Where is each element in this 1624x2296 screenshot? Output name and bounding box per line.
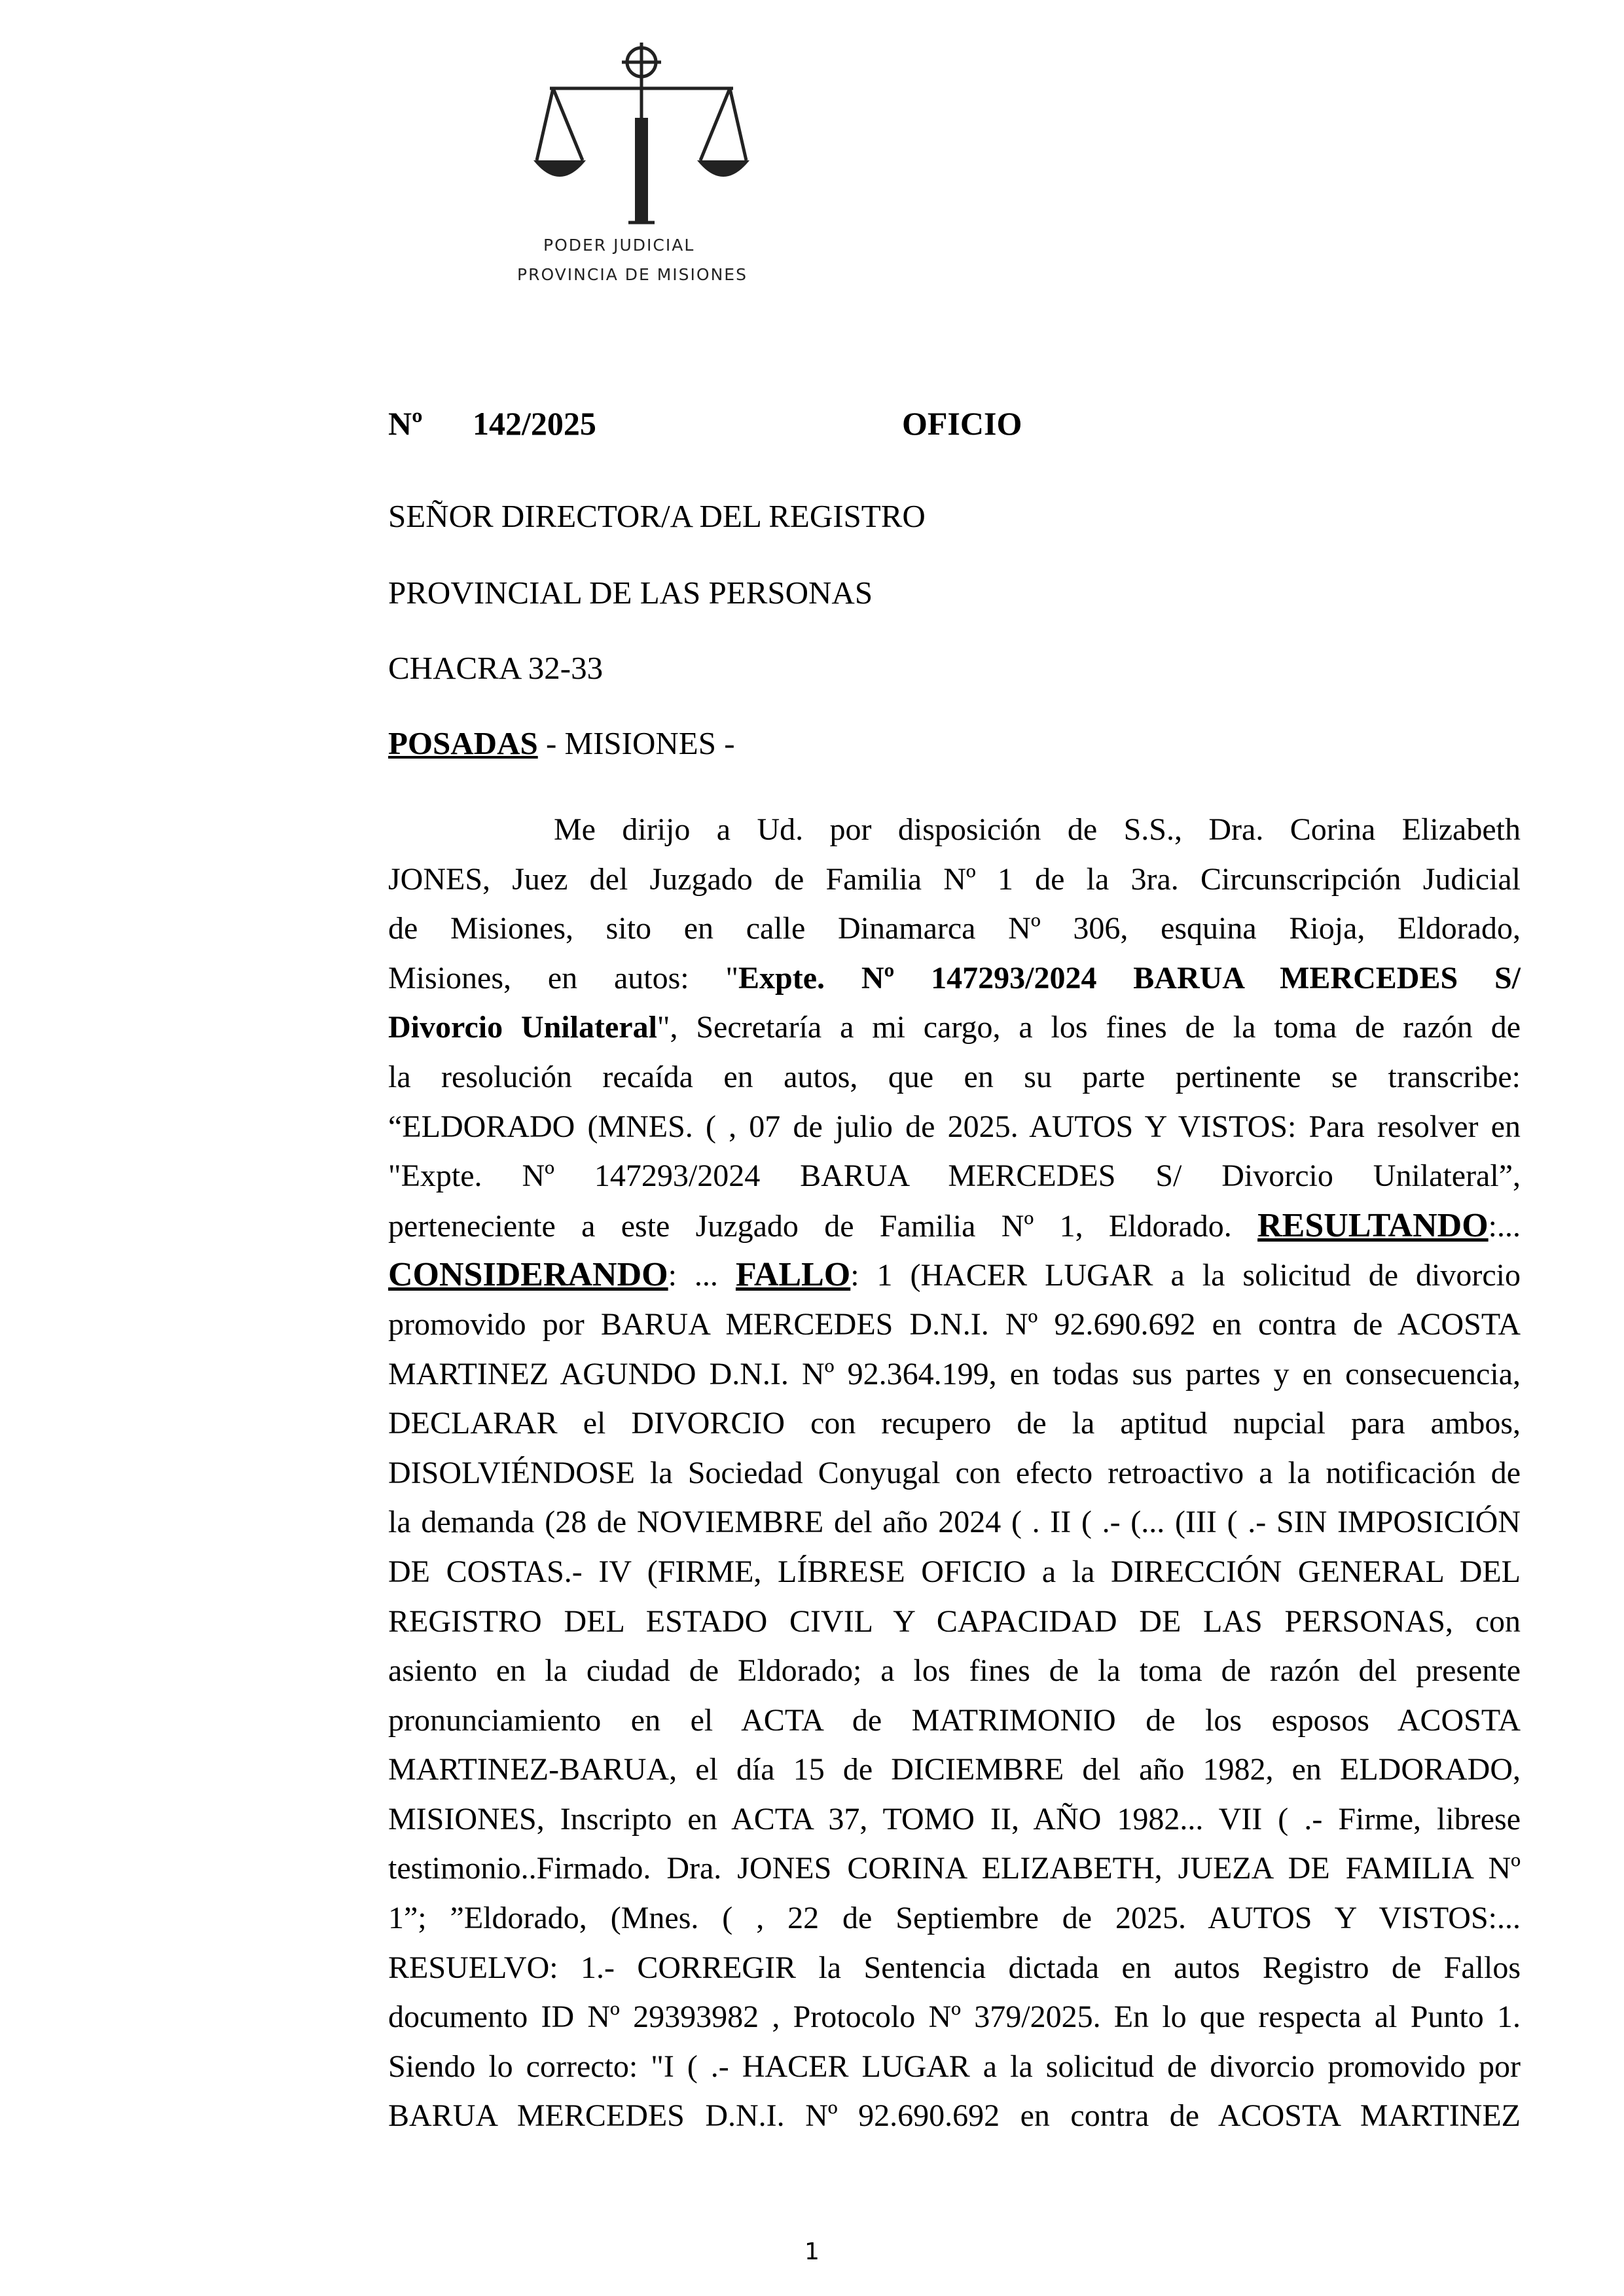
page-number: 1 xyxy=(804,2238,820,2265)
body-text: la demanda (28 de NOVIEMBRE del año 2024 ( . II ( .- (... (III ( .- SIN IMPOSICIÓN xyxy=(388,1505,1521,1540)
body-line xyxy=(388,1943,1521,1993)
body-text: asiento en la ciudad de Eldorado; a los fines de la toma de razón del presente xyxy=(388,1653,1521,1689)
body-line xyxy=(388,1448,1521,1498)
body-text: pronunciamiento en el ACTA de MATRIMONIO de los esposos ACOSTA xyxy=(388,1702,1521,1738)
body-line xyxy=(388,1547,1521,1597)
body-text: MISIONES, Inscripto en ACTA 37, TOMO II, AÑO 1982... VII ( .- Firme, librese xyxy=(388,1801,1521,1837)
body-text: BARUA MERCEDES D.N.I. Nº 92.690.692 en contra de ACOSTA MARTINEZ xyxy=(388,2098,1521,2134)
document-type: OFICIO xyxy=(902,405,1022,442)
addressee-province: - MISIONES - xyxy=(537,725,735,761)
body-text: MARTINEZ-BARUA, el día 15 de DICIEMBRE del año 1982, en ELDORADO, xyxy=(388,1752,1521,1787)
body-text: perteneciente a este Juzgado de Familia Nº 1, Eldorado. xyxy=(388,1208,1258,1244)
body-text: MARTINEZ AGUNDO D.N.I. Nº 92.364.199, en todas sus partes y en consecuencia, xyxy=(388,1356,1521,1391)
body-line xyxy=(388,1992,1521,2042)
body-line xyxy=(388,1597,1521,1647)
emphasized-text: Divorcio Unilateral xyxy=(388,1010,657,1045)
body-text: ", Secretaría a mi cargo, a los fines de la toma de razón de xyxy=(657,1010,1521,1045)
body-text: testimonio..Firmado. Dra. JONES CORINA ELIZABETH, JUEZA DE FAMILIA Nº xyxy=(388,1851,1521,1886)
body-line xyxy=(388,1498,1521,1547)
letterhead-line1: PODER JUDICIAL xyxy=(543,236,695,255)
body-line xyxy=(388,1696,1521,1746)
number-label: Nº xyxy=(388,405,423,442)
addressee-line3: CHACRA 32-33 xyxy=(388,650,604,686)
addressee-line1: SEÑOR DIRECTOR/A DEL REGISTRO xyxy=(388,498,926,534)
body-line xyxy=(388,1003,1521,1052)
body-line xyxy=(388,2042,1521,2092)
body-text: "Expte. Nº 147293/2024 BARUA MERCEDES S/ Divorcio Unilateral”, xyxy=(388,1158,1521,1194)
body-text: 1”; ”Eldorado, (Mnes. ( , 22 de Septiembre de 2025. AUTOS Y VISTOS:... xyxy=(388,1901,1521,1936)
body-text: : 1 (HACER LUGAR a la solicitud de divorcio xyxy=(850,1258,1521,1293)
body-text: Me dirijo a Ud. por disposición de S.S., Dra. Corina Elizabeth xyxy=(554,812,1521,847)
body-text: de Misiones, sito en calle Dinamarca Nº 306, esquina Rioja, Eldorado, xyxy=(388,911,1521,946)
oficio-number: 142/2025 xyxy=(473,405,596,442)
scales-of-justice-icon xyxy=(530,39,753,236)
body-text: RESUELVO: 1.- CORREGIR la Sentencia dictada en autos Registro de Fallos xyxy=(388,1950,1521,1985)
body-line xyxy=(388,1201,1521,1251)
body-line xyxy=(388,1745,1521,1795)
body-text: JONES, Juez del Juzgado de Familia Nº 1 de la 3ra. Circunscripción Judicial xyxy=(388,861,1521,897)
body-line xyxy=(388,904,1521,954)
body-text: DECLARAR el DIVORCIO con recupero de la aptitud nupcial para ambos, xyxy=(388,1406,1521,1441)
body-text: Misiones, en autos: " xyxy=(388,960,739,996)
body-line xyxy=(388,1151,1521,1201)
body-text: promovido por BARUA MERCEDES D.N.I. Nº 92.690.692 en contra de ACOSTA xyxy=(388,1306,1521,1342)
body-line xyxy=(388,1102,1521,1152)
emphasized-text: FALLO xyxy=(735,1256,851,1294)
addressee-line2: PROVINCIAL DE LAS PERSONAS xyxy=(388,575,873,611)
body-text: documento ID Nº 29393982 , Protocolo Nº 379/2025. En lo que respecta al Punto 1. xyxy=(388,2000,1521,2035)
letterhead xyxy=(504,39,779,284)
emphasized-text: RESULTANDO xyxy=(1257,1206,1489,1244)
body-text: DE COSTAS.- IV (FIRME, LÍBRESE OFICIO a la DIRECCIÓN GENERAL DEL xyxy=(388,1554,1521,1589)
body-text: REGISTRO DEL ESTADO CIVIL Y CAPACIDAD DE LAS PERSONAS, con xyxy=(388,1604,1521,1639)
body-text: “ELDORADO (MNES. ( , 07 de julio de 2025. AUTOS Y VISTOS: Para resolver en xyxy=(388,1109,1521,1144)
body-text: Siendo lo correcto: "I ( .- HACER LUGAR a la solicitud de divorcio promovido por xyxy=(388,2049,1521,2084)
body-text: DISOLVIÉNDOSE la Sociedad Conyugal con efecto retroactivo a la notificación de xyxy=(388,1455,1521,1490)
body-line xyxy=(388,1399,1521,1448)
addressee-city-line xyxy=(388,725,735,762)
body-line xyxy=(388,1250,1521,1300)
body-line xyxy=(388,2091,1521,2141)
body-line xyxy=(388,855,1521,905)
emphasized-text: CONSIDERANDO xyxy=(388,1256,668,1294)
emphasized-text: Expte. Nº 147293/2024 BARUA MERCEDES S/ xyxy=(738,960,1521,996)
body-line xyxy=(388,1646,1521,1696)
body-text: la resolución recaída en autos, que en su parte pertinente se transcribe: xyxy=(388,1059,1521,1094)
body-text: : ... xyxy=(668,1258,736,1293)
body-line xyxy=(388,1300,1521,1350)
letter-body xyxy=(388,805,1521,2141)
body-line xyxy=(388,1350,1521,1399)
body-line xyxy=(388,954,1521,1003)
body-text: :... xyxy=(1488,1208,1521,1244)
body-line xyxy=(388,1844,1521,1893)
letterhead-line2: PROVINCIA DE MISIONES xyxy=(517,265,748,284)
body-line xyxy=(388,1893,1521,1943)
body-line xyxy=(388,1052,1521,1102)
addressee-city: POSADAS xyxy=(388,725,538,761)
body-line xyxy=(388,805,1521,855)
body-line xyxy=(388,1795,1521,1844)
